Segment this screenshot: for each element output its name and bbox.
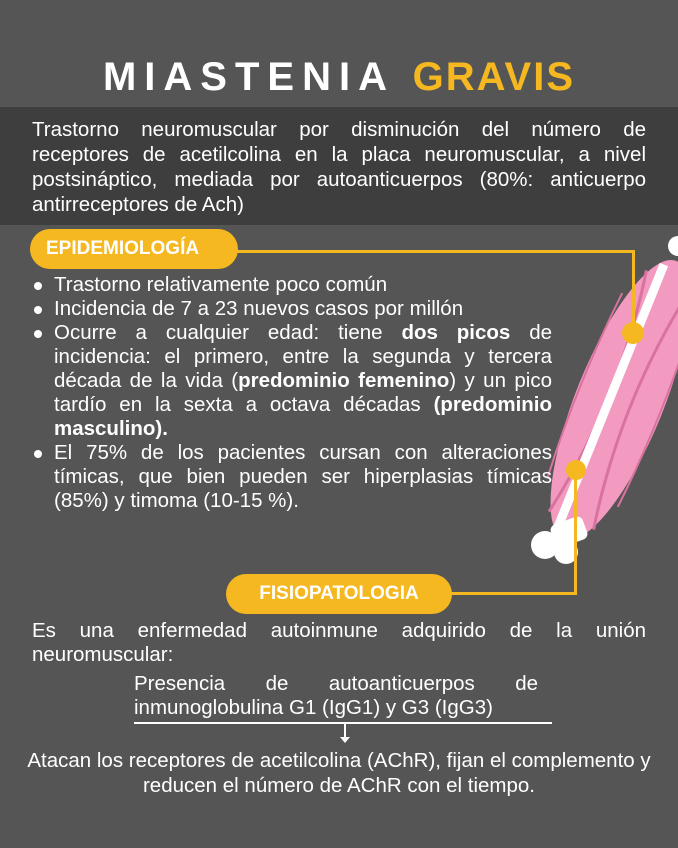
intro-text: Trastorno neuromuscular por disminución del número de receptores de acetilcolina en la placa neuromuscular, a nivel postsináptico, mediada por autoanticuerpos (80%: anticuerpo antirreceptores de Ach)	[32, 118, 646, 216]
title-part-2: GRAVIS	[412, 55, 576, 99]
divider-line	[134, 722, 552, 724]
list-item: Ocurre a cualquier edad: tiene dos picos de incidencia: el primero, entre la segunda y tercera década de la vida (predominio femenino) y un pico tardío en la sexta a octava décadas (predominio masculino).	[32, 321, 552, 441]
epidemiologia-list	[32, 273, 552, 513]
fisiopatologia-connector-v	[574, 470, 577, 594]
epidemiologia-connector-h	[236, 250, 634, 253]
fisiopatologia-text: Es una enfermedad autoinmune adquirido de la unión neuromuscular:	[32, 619, 646, 666]
list-item: El 75% de los pacientes cursan con alteraciones tímicas, que bien pueden ser hiperplasias tímicas (85%) y timoma (10-15 %).	[32, 441, 552, 513]
antibody-box-text: Presencia de autoanticuerpos de inmunoglobulina G1 (IgG1) y G3 (IgG3)	[134, 672, 538, 719]
arrow-down-icon	[344, 724, 346, 738]
title-part-1: MIASTENIA	[102, 55, 394, 99]
fisiopatologia-heading: FISIOPATOLOGIA	[226, 574, 452, 614]
epidemiologia-dot	[622, 322, 644, 344]
arrow-head-icon	[340, 737, 350, 743]
list-item: Incidencia de 7 a 23 nuevos casos por millón	[32, 297, 552, 321]
epidemiologia-heading: EPIDEMIOLOGÍA	[30, 229, 238, 269]
result-text: Atacan los receptores de acetilcolina (AChR), fijan el complemento y reducen el número de AChR con el tiempo.	[27, 749, 651, 797]
epidemiologia-connector-v	[632, 250, 635, 332]
list-item: Trastorno relativamente poco común	[32, 273, 552, 297]
fisiopatologia-connector-h	[448, 592, 577, 595]
